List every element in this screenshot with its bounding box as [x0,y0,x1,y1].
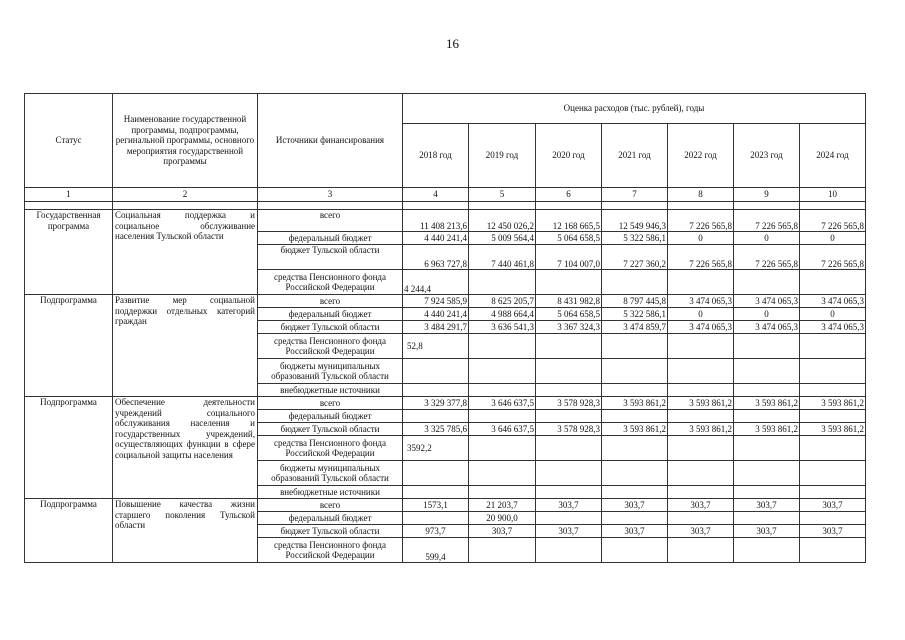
cell-value [403,410,469,423]
cell-value [668,486,734,499]
cell-value: 303,7 [536,525,602,538]
cell-value [734,486,800,499]
header-year: 2018 год [403,124,469,188]
cell-value [403,486,469,499]
cell-value [602,461,668,486]
cell-value: 52,8 [403,334,469,359]
cell-value: 12 168 665,5 [536,210,602,232]
cell-value: 0 [668,308,734,321]
cell-value: 3 578 928,3 [536,423,602,436]
cell-value: 3 593 861,2 [734,397,800,410]
column-number: 8 [668,188,734,202]
cell-value: 3 636 541,3 [469,321,536,334]
header-name: Наименование государственной программы, подпрограммы, регинальной программы, основного мероприятия государственной программы [113,94,258,188]
cell-value: 6 963 727,8 [403,245,469,270]
cell-value [734,334,800,359]
cell-value [469,410,536,423]
cell-value: 20 900,0 [469,512,536,525]
cell-value: 7 226 565,8 [668,245,734,270]
header-estimate: Оценка расходов (тыс. рублей), годы [403,94,866,124]
header-year: 2020 год [536,124,602,188]
cell-value [734,538,800,563]
cell-value: 303,7 [602,499,668,512]
cell-value: 21 203,7 [469,499,536,512]
cell-value: 3 593 861,2 [800,397,866,410]
cell-value: 3592,2 [403,436,469,461]
cell-value [602,538,668,563]
cell-value: 303,7 [668,525,734,538]
cell-value: 3 474 065,3 [668,295,734,308]
row-source: федеральный бюджет [258,410,403,423]
header-status: Статус [25,94,113,188]
header-year: 2021 год [602,124,668,188]
cell-value: 3 474 065,3 [800,295,866,308]
row-source: средства Пенсионного фонда Российской Федерации [258,270,403,295]
cell-value: 7 226 565,8 [668,210,734,232]
column-number: 3 [258,188,403,202]
cell-value [734,270,800,295]
cell-value [536,384,602,397]
table-row [25,499,866,512]
cell-value: 599,4 [403,538,469,563]
table-row [25,295,866,308]
row-source: средства Пенсионного фонда Российской Федерации [258,538,403,563]
cell-value [469,538,536,563]
cell-value [800,410,866,423]
row-program-name: Развитие мер социальной поддержки отдельных категорий граждан [113,295,258,397]
cell-value [800,461,866,486]
header-year: 2022 год [668,124,734,188]
column-number: 2 [113,188,258,202]
column-number: 7 [602,188,668,202]
cell-value: 3 593 861,2 [800,423,866,436]
cell-value [668,461,734,486]
cell-value [668,436,734,461]
cell-value: 3 593 861,2 [602,397,668,410]
cell-value: 7 924 585,9 [403,295,469,308]
row-source: федеральный бюджет [258,232,403,245]
cell-value: 303,7 [668,499,734,512]
cell-value: 5 064 658,5 [536,232,602,245]
cell-value: 8 625 205,7 [469,295,536,308]
cell-value [536,486,602,499]
cell-value: 1573,1 [403,499,469,512]
cell-value: 7 440 461,8 [469,245,536,270]
row-source: всего [258,499,403,512]
cell-value: 3 593 861,2 [734,423,800,436]
cell-value [602,512,668,525]
cell-value [536,410,602,423]
cell-value [536,512,602,525]
cell-value: 0 [668,232,734,245]
row-source: бюджеты муниципальных образований Тульской области [258,359,403,384]
cell-value: 0 [734,308,800,321]
cell-value: 7 226 565,8 [800,210,866,232]
cell-value: 303,7 [602,525,668,538]
table-row [25,397,866,410]
cell-value [800,270,866,295]
cell-value [469,486,536,499]
cell-value: 3 474 859,7 [602,321,668,334]
column-number: 6 [536,188,602,202]
cell-value: 3 578 928,3 [536,397,602,410]
cell-value [734,384,800,397]
cell-value: 7 226 565,8 [734,245,800,270]
header-year: 2023 год [734,124,800,188]
cell-value [602,486,668,499]
row-source: бюджеты муниципальных образований Тульской области [258,461,403,486]
cell-value: 7 104 007,0 [536,245,602,270]
cell-value [734,436,800,461]
row-program-name: Обеспечение деятельности учреждений социального обслуживания населения и государственных учреждений, осуществляющих функции в сфере социальной защиты населения [113,397,258,499]
cell-value: 3 474 065,3 [734,321,800,334]
column-number: 1 [25,188,113,202]
row-source: бюджет Тульской области [258,423,403,436]
cell-value [536,334,602,359]
cell-value [668,538,734,563]
page-number: 16 [446,36,459,51]
header-year: 2019 год [469,124,536,188]
row-source: федеральный бюджет [258,512,403,525]
row-source: средства Пенсионного фонда Российской Федерации [258,334,403,359]
row-program-name: Социальная поддержка и социальное обслуживание населения Тульской области [113,210,258,295]
row-source: федеральный бюджет [258,308,403,321]
cell-value [469,436,536,461]
table-row [25,210,866,232]
cell-value: 4 440 241,4 [403,308,469,321]
cell-value [602,359,668,384]
row-program-name: Повышение качества жизни старшего поколения Тульской области [113,499,258,563]
cell-value: 973,7 [403,525,469,538]
row-source: бюджет Тульской области [258,525,403,538]
row-status: Подпрограмма [25,397,113,499]
row-source: всего [258,295,403,308]
cell-value: 12 549 946,3 [602,210,668,232]
row-source: внебюджетные источники [258,486,403,499]
cell-value [602,436,668,461]
column-number: 10 [800,188,866,202]
column-number: 4 [403,188,469,202]
cell-value: 5 322 586,1 [602,232,668,245]
cell-value [469,461,536,486]
cell-value [734,410,800,423]
cell-value [403,512,469,525]
cell-value [403,384,469,397]
row-status: Подпрограмма [25,499,113,563]
cell-value [668,410,734,423]
cell-value: 3 646 637,5 [469,397,536,410]
cell-value: 5 064 658,5 [536,308,602,321]
cell-value [800,436,866,461]
row-source: всего [258,397,403,410]
cell-value [403,359,469,384]
cell-value: 12 450 026,2 [469,210,536,232]
cell-value: 8 431 982,8 [536,295,602,308]
cell-value [668,359,734,384]
cell-value: 303,7 [800,525,866,538]
row-status: Государственная программа [25,210,113,295]
cell-value: 0 [800,232,866,245]
cell-value: 11 408 213,6 [403,210,469,232]
cell-value: 303,7 [469,525,536,538]
cell-value [536,461,602,486]
cell-value [602,384,668,397]
header-sources: Источники финансирования [258,94,403,188]
cell-value: 3 474 065,3 [734,295,800,308]
cell-value [602,410,668,423]
cell-value: 7 226 565,8 [734,210,800,232]
cell-value: 303,7 [800,499,866,512]
cell-value [469,359,536,384]
column-number-row [25,188,866,202]
cell-value [734,359,800,384]
cell-value [668,270,734,295]
row-source: бюджет Тульской области [258,321,403,334]
header-year: 2024 год [800,124,866,188]
cell-value [602,270,668,295]
cell-value [469,334,536,359]
cell-value: 3 593 861,2 [668,423,734,436]
row-source: внебюджетные источники [258,384,403,397]
cell-value [536,538,602,563]
cell-value [403,461,469,486]
cell-value [734,461,800,486]
cell-value: 303,7 [734,525,800,538]
cell-value: 3 325 785,6 [403,423,469,436]
cell-value: 4 988 664,4 [469,308,536,321]
cell-value [800,538,866,563]
cell-value [800,384,866,397]
cell-value: 8 797 445,8 [602,295,668,308]
row-source: всего [258,210,403,232]
cell-value: 0 [734,232,800,245]
cell-value: 3 474 065,3 [668,321,734,334]
cell-value [602,334,668,359]
row-source: средства Пенсионного фонда Российской Федерации [258,436,403,461]
cell-value: 4 440 241,4 [403,232,469,245]
budget-table [24,93,866,563]
cell-value [800,512,866,525]
cell-value [800,486,866,499]
cell-value: 7 227 360,2 [602,245,668,270]
cell-value: 3 593 861,2 [602,423,668,436]
cell-value: 4 244,4 [403,270,469,295]
row-source: бюджет Тульской области [258,245,403,270]
column-number: 9 [734,188,800,202]
cell-value [734,512,800,525]
cell-value: 3 593 861,2 [668,397,734,410]
cell-value: 3 646 637,5 [469,423,536,436]
cell-value: 5 322 586,1 [602,308,668,321]
cell-value: 3 329 377,8 [403,397,469,410]
cell-value [668,334,734,359]
cell-value: 0 [800,308,866,321]
cell-value: 3 484 291,7 [403,321,469,334]
cell-value: 303,7 [536,499,602,512]
column-number: 5 [469,188,536,202]
cell-value [469,384,536,397]
row-status: Подпрограмма [25,295,113,397]
cell-value [668,512,734,525]
cell-value [469,270,536,295]
cell-value [668,384,734,397]
cell-value [536,270,602,295]
cell-value [800,359,866,384]
cell-value: 3 367 324,3 [536,321,602,334]
cell-value: 3 474 065,3 [800,321,866,334]
cell-value [536,436,602,461]
cell-value [536,359,602,384]
cell-value: 303,7 [734,499,800,512]
cell-value: 5 009 564,4 [469,232,536,245]
cell-value [800,334,866,359]
cell-value: 7 226 565,8 [800,245,866,270]
